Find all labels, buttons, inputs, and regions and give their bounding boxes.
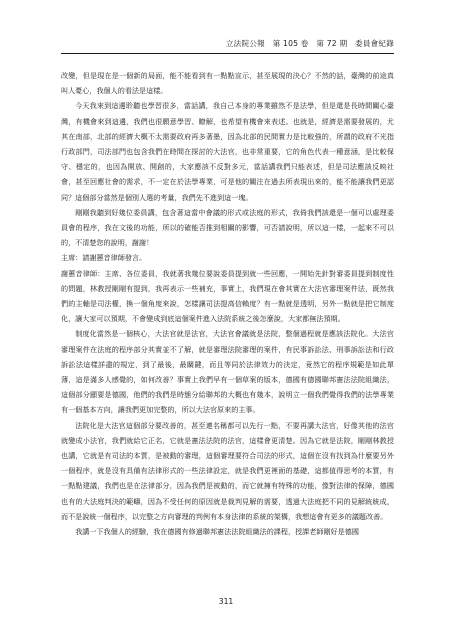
paragraph: 謝蕙音律師：主席、各位委員，我就著我幾位要說委員提到就一些回應，一開始先針對審委員提到制度性的問題，林教授剛剛有提到，我再表示一些補充，事實上，我們現在會其實在大法官審理案件法，既然我們的主軸是司法權，換一個角度來說，怎樣讓司法提高信賴度？有一點就是透明，另外一點就是把它制度化，讓大家可以預期，不會變成到底這個案件進入法院系統之後怎麼說，大家都無法預期。 [61, 268, 394, 324]
paragraph: 制度化當然是一個核心，大法官就是法官，大法官會議就是法院，整個過程就是應該法院化。大法官審理案件在法庭的程序部分其實並不了解，就是審理法院審理的案件，有民事訴訟法、刑事訴訟法和行政訴訟法這樣詳盡的規定，到了最後，最關鍵，而且等同於法律效力的決定，竟然它的程序規範是如此單薄，這是滿多人感覺的，如何改善？事實上我們早有一個草案的版本，德國有德國聯邦憲法法院組織法，這個部分顯要是德國，他們的我們是時態分給聯邦的大概也有幾本，說明立一個我們覺得我們的法學專業有一個基本方向，讓我們更加完整的，所以大法官原來的主事。 [61, 329, 394, 415]
paragraph: 改變，但是現在是一個新的局面，能不能看到有一點點宣示，甚至展現的決心？不然的話，臺灣的前途真叫人憂心，我個人的看法是這樣。 [61, 71, 394, 96]
paragraph: 今天我來到這邊聆聽也學習很多，當話講，我自己本身的專業雖然不是法學，但是還是長時間關心臺灣，有機會來到這邊，我們也很願意學習、瞭解，也希望有機會來表述。也就是，經濟是需要發展的，尤其在南部，北部的經濟大概不太需要政府再多著墨，因為北部的民間實力是比較強的，所謂的政府不光指行政部門，司法部門也包含我們在時間在探討的大法官，也非常重要，它的角色代表一種意涵，是比較保守、穩定的，也因為開放、開創的，大家應該不反對多元，當話講我們只能表述，但是司法應該反映社會，甚至回應社會的需求，不一定在於法學專業，可是他的關注在過去所表現出來的，能不能讓我們更認同？這個部分當然是個別人選的考量，我們先不進到這一塊。 [61, 101, 394, 202]
page-number: 311 [218, 597, 234, 606]
body-text [61, 68, 394, 539]
page-header: 立法院公報 第 105 卷 第 72 期 委員會紀錄 [225, 39, 394, 48]
header-rule [61, 53, 394, 54]
paragraph: 主席：請謝蕙音律師發言。 [61, 253, 147, 263]
paragraph: 法院化是大法官這個部分要改善的，甚至連名稱都可以先行一點，不要再講大法官，好像其他的法官就變成小法官，我們就給它正名，它就是憲法法院的法官，這樣會更清楚。因為它就是法院，剛剛林教授也講，它就是有司法的本質，是被動的審理，這個審理要符合司法的形式，這個在沒有找到為什麼要另外一個程序，就是沒有具備有法律形式的一些法律設定，就是我們更裡面的基礎，這都值得思考的本質，有一點點建議，我們也是在法律部分，因為我們是被動的，而它就擁有特殊的功能，像對法律的保障，德國也有的大法庭判決的範疇，因為不受任何的原因就是裁判見解的需要，透過大法庭把不同的見解統統成，而不是說統一個程序，以完整之方向審理的判例有本身法律的系統的架構，我想這會有更多的議題改善。 [61, 420, 394, 521]
paragraph: 我講一下我個人的經驗，我在德國有修過聯邦憲法法院組織法的課程，授課老師剛好是德國 [75, 527, 359, 537]
paragraph: 剛剛我聽到好幾位委員講，包含著這當中會議的形式或法庭的形式，我倚我們該還是一個可以處理委員會的程序，我在文後的功能，所以的確能否推到相關的影響，可否請說明，所以這一樣，一起來不可以的，不清楚您的說明，謝謝！ [61, 207, 394, 248]
